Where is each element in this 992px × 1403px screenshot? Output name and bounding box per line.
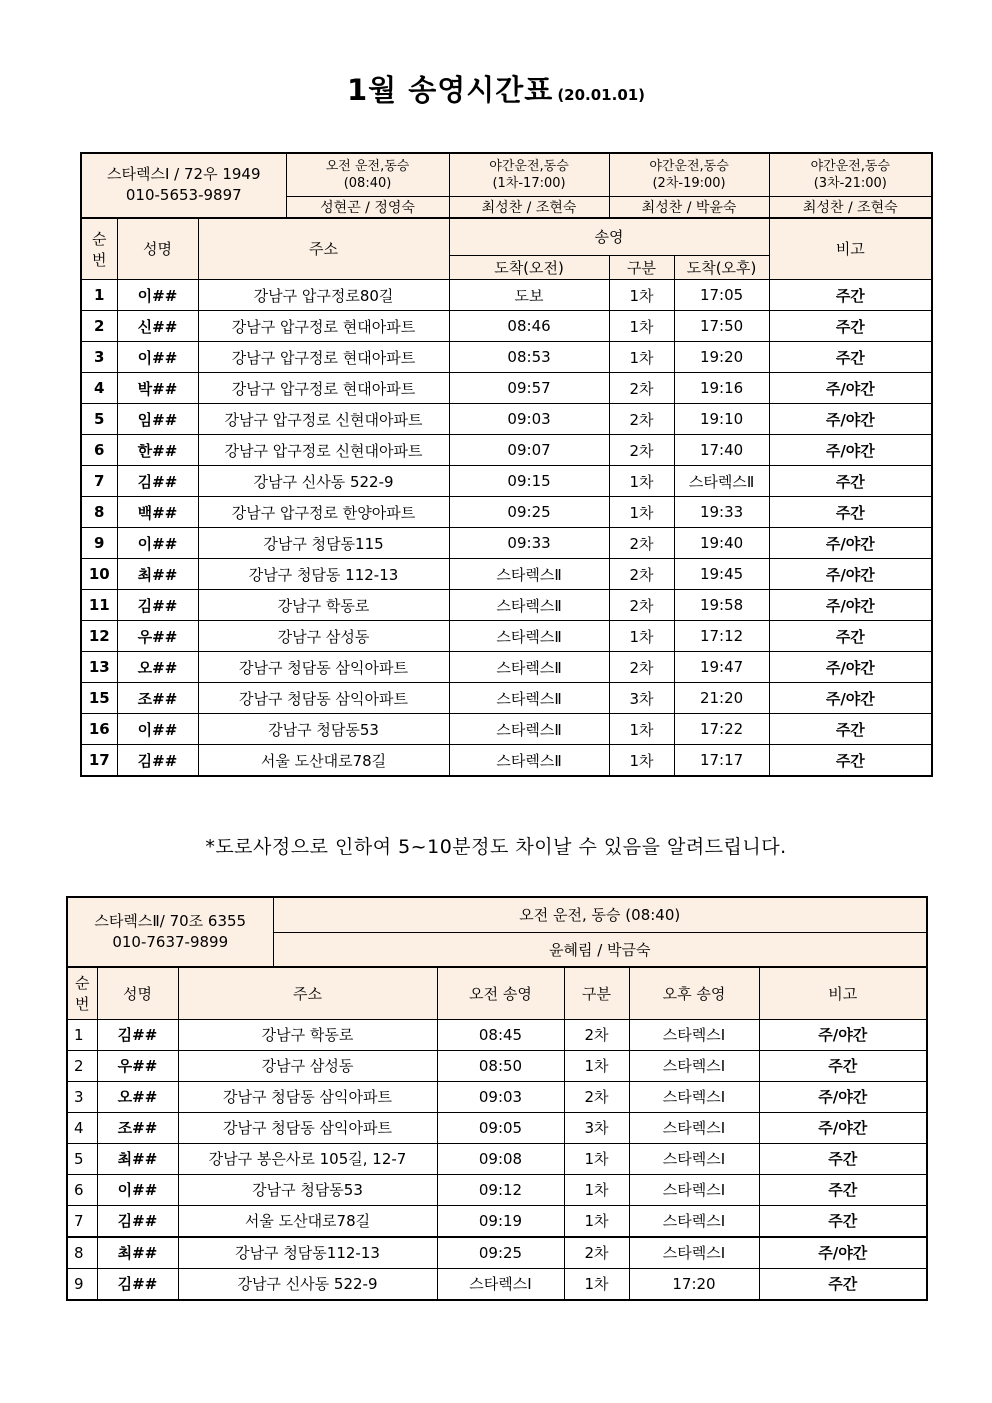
cell-arrival-am: 스타렉스Ⅱ [449, 714, 609, 745]
cell-division: 2차 [609, 373, 674, 404]
title-date: (20.01.01) [557, 86, 646, 104]
vehicle-info [81, 153, 286, 218]
cell-name: 우## [117, 621, 198, 652]
col-header-name: 성명 [117, 218, 198, 280]
cell-address: 강남구 삼성동 [198, 621, 449, 652]
cell-no: 8 [81, 497, 117, 528]
cell-arrival-am: 스타렉스Ⅱ [449, 745, 609, 777]
header-text: 번 [75, 995, 90, 1014]
header-text: 순 [92, 229, 107, 248]
table-body [67, 1019, 927, 1300]
cell-arrival-pm: 21:20 [674, 683, 769, 714]
table-row [67, 1268, 927, 1300]
cell-address: 강남구 압구정로80길 [198, 280, 449, 311]
cell-am-transport: 스타렉스Ⅰ [437, 1268, 564, 1300]
table-row [81, 280, 932, 311]
cell-name: 김## [117, 590, 198, 621]
cell-note: 주/야간 [769, 683, 932, 714]
cell-note: 주/야간 [769, 373, 932, 404]
cell-am-transport: 09:19 [437, 1205, 564, 1237]
cell-division: 3차 [564, 1112, 629, 1143]
table-row [81, 745, 932, 777]
cell-pm-transport: 스타렉스Ⅰ [629, 1237, 759, 1269]
cell-arrival-am: 08:53 [449, 342, 609, 373]
cell-no: 12 [81, 621, 117, 652]
cell-arrival-am: 스타렉스Ⅱ [449, 652, 609, 683]
cell-note: 주간 [759, 1143, 927, 1174]
table-row [81, 342, 932, 373]
cell-am-transport: 09:12 [437, 1174, 564, 1205]
cell-name: 김## [97, 1268, 178, 1300]
cell-no: 6 [67, 1174, 97, 1205]
cell-am-transport: 09:08 [437, 1143, 564, 1174]
cell-division: 1차 [609, 280, 674, 311]
cell-address: 강남구 봉은사로 105길, 12-7 [178, 1143, 437, 1174]
cell-note: 주간 [769, 621, 932, 652]
col-header-name: 성명 [97, 967, 178, 1019]
cell-arrival-pm: 17:22 [674, 714, 769, 745]
col-header-no [81, 218, 117, 280]
table-row [67, 1205, 927, 1237]
cell-division: 2차 [609, 528, 674, 559]
cell-name: 조## [97, 1112, 178, 1143]
cell-division: 2차 [609, 652, 674, 683]
cell-arrival-am: 09:33 [449, 528, 609, 559]
cell-note: 주간 [769, 342, 932, 373]
cell-name: 조## [117, 683, 198, 714]
cell-arrival-am: 스타렉스Ⅱ [449, 590, 609, 621]
cell-pm-transport: 스타렉스Ⅰ [629, 1205, 759, 1237]
table-row [81, 311, 932, 342]
cell-no: 2 [81, 311, 117, 342]
cell-no: 7 [67, 1205, 97, 1237]
table-row [67, 1237, 927, 1269]
shift-header [449, 153, 609, 196]
cell-division: 1차 [609, 621, 674, 652]
table-row [81, 528, 932, 559]
cell-no: 1 [81, 280, 117, 311]
cell-name: 이## [117, 280, 198, 311]
shift-header [769, 153, 932, 196]
cell-note: 주간 [769, 280, 932, 311]
cell-no: 4 [67, 1112, 97, 1143]
cell-division: 1차 [564, 1205, 629, 1237]
cell-no: 3 [81, 342, 117, 373]
cell-division: 3차 [609, 683, 674, 714]
cell-arrival-am: 스타렉스Ⅱ [449, 559, 609, 590]
cell-division: 1차 [609, 342, 674, 373]
shift-label: 야간운전,동승 [489, 158, 569, 174]
table-row [67, 1081, 927, 1112]
cell-name: 오## [97, 1081, 178, 1112]
shift-time: (08:40) [343, 175, 392, 191]
cell-no: 16 [81, 714, 117, 745]
cell-name: 최## [117, 559, 198, 590]
cell-address: 강남구 청담동 삼익아파트 [198, 652, 449, 683]
cell-note: 주/야간 [769, 559, 932, 590]
cell-name: 최## [97, 1143, 178, 1174]
cell-note: 주간 [759, 1050, 927, 1081]
cell-arrival-am: 09:15 [449, 466, 609, 497]
shift-staff: 최성찬 / 조현숙 [769, 196, 932, 218]
cell-am-transport: 09:25 [437, 1237, 564, 1269]
cell-name: 김## [97, 1205, 178, 1237]
cell-division: 1차 [609, 497, 674, 528]
cell-no: 8 [67, 1237, 97, 1269]
cell-address: 강남구 학동로 [178, 1019, 437, 1050]
shift-staff: 최성찬 / 박윤숙 [609, 196, 769, 218]
cell-division: 1차 [564, 1174, 629, 1205]
cell-division: 1차 [609, 714, 674, 745]
cell-arrival-pm: 17:40 [674, 435, 769, 466]
cell-note: 주간 [769, 714, 932, 745]
col-header-address: 주소 [198, 218, 449, 280]
cell-name: 김## [117, 745, 198, 777]
cell-no: 4 [81, 373, 117, 404]
shift-staff: 성현곤 / 정영숙 [286, 196, 449, 218]
col-header-am-transport: 오전 송영 [437, 967, 564, 1019]
table-row [81, 373, 932, 404]
cell-address: 강남구 압구정로 현대아파트 [198, 373, 449, 404]
cell-name: 이## [97, 1174, 178, 1205]
table-row [67, 1112, 927, 1143]
cell-address: 강남구 압구정로 신현대아파트 [198, 435, 449, 466]
cell-name: 신## [117, 311, 198, 342]
cell-division: 1차 [564, 1143, 629, 1174]
table-row [81, 652, 932, 683]
cell-note: 주/야간 [759, 1112, 927, 1143]
cell-division: 2차 [609, 435, 674, 466]
cell-division: 1차 [609, 466, 674, 497]
cell-name: 이## [117, 342, 198, 373]
cell-no: 5 [81, 404, 117, 435]
col-header-division: 구분 [564, 967, 629, 1019]
cell-arrival-pm: 19:47 [674, 652, 769, 683]
schedule-table-vehicle-2 [66, 896, 928, 1301]
cell-arrival-am: 09:57 [449, 373, 609, 404]
cell-note: 주/야간 [769, 528, 932, 559]
cell-arrival-pm: 17:50 [674, 311, 769, 342]
cell-arrival-am: 08:46 [449, 311, 609, 342]
shift-header [609, 153, 769, 196]
cell-pm-transport: 스타렉스Ⅰ [629, 1174, 759, 1205]
cell-name: 김## [97, 1019, 178, 1050]
cell-no: 1 [67, 1019, 97, 1050]
shift-staff: 윤혜림 / 박금숙 [273, 932, 927, 967]
title-main: 1월 송영시간표 [346, 73, 554, 107]
cell-note: 주/야간 [759, 1019, 927, 1050]
cell-address: 강남구 압구정로 현대아파트 [198, 311, 449, 342]
cell-arrival-pm: 19:33 [674, 497, 769, 528]
cell-division: 1차 [609, 745, 674, 777]
cell-address: 강남구 압구정로 신현대아파트 [198, 404, 449, 435]
cell-pm-transport: 17:20 [629, 1268, 759, 1300]
vehicle-name: 스타렉스Ⅱ/ 70조 6355 [94, 912, 247, 930]
cell-arrival-pm: 19:20 [674, 342, 769, 373]
col-header-division: 구분 [609, 256, 674, 280]
cell-am-transport: 08:50 [437, 1050, 564, 1081]
col-header-note: 비고 [759, 967, 927, 1019]
table-row [67, 1174, 927, 1205]
vehicle-name: 스타렉스Ⅰ / 72우 1949 [107, 165, 261, 184]
shift-label: 오전 운전,동승 [325, 158, 410, 174]
cell-pm-transport: 스타렉스Ⅰ [629, 1112, 759, 1143]
cell-arrival-pm: 스타렉스Ⅱ [674, 466, 769, 497]
cell-arrival-pm: 17:12 [674, 621, 769, 652]
table-row [81, 559, 932, 590]
cell-arrival-am: 스타렉스Ⅱ [449, 683, 609, 714]
cell-arrival-am: 09:03 [449, 404, 609, 435]
col-header-address: 주소 [178, 967, 437, 1019]
cell-note: 주/야간 [769, 652, 932, 683]
cell-division: 2차 [564, 1237, 629, 1269]
cell-address: 강남구 청담동112-13 [178, 1237, 437, 1269]
cell-address: 강남구 학동로 [198, 590, 449, 621]
cell-arrival-pm: 19:45 [674, 559, 769, 590]
cell-division: 2차 [609, 590, 674, 621]
cell-note: 주간 [769, 497, 932, 528]
cell-division: 1차 [564, 1050, 629, 1081]
cell-note: 주/야간 [759, 1081, 927, 1112]
col-header-transport: 송영 [449, 218, 769, 256]
cell-address: 강남구 압구정로 한양아파트 [198, 497, 449, 528]
header-text: 순 [75, 974, 90, 993]
schedule-table-vehicle-1 [80, 152, 933, 777]
vehicle-phone: 010-7637-9899 [112, 933, 229, 951]
cell-address: 강남구 청담동 삼익아파트 [178, 1112, 437, 1143]
col-header-pm-transport: 오후 송영 [629, 967, 759, 1019]
cell-no: 9 [81, 528, 117, 559]
cell-address: 강남구 신사동 522-9 [198, 466, 449, 497]
cell-address: 강남구 청담동 삼익아파트 [198, 683, 449, 714]
shift-header: 오전 운전, 동승 (08:40) [273, 897, 927, 932]
cell-note: 주간 [769, 466, 932, 497]
table-row [81, 497, 932, 528]
cell-note: 주간 [759, 1174, 927, 1205]
shift-label: 야간운전,동승 [649, 158, 729, 174]
table-row [81, 621, 932, 652]
cell-name: 백## [117, 497, 198, 528]
cell-arrival-pm: 19:10 [674, 404, 769, 435]
cell-name: 김## [117, 466, 198, 497]
cell-address: 강남구 청담동115 [198, 528, 449, 559]
cell-arrival-am: 09:25 [449, 497, 609, 528]
shift-label: 야간운전,동승 [810, 158, 891, 174]
cell-name: 최## [97, 1237, 178, 1269]
cell-arrival-pm: 19:16 [674, 373, 769, 404]
cell-arrival-pm: 17:05 [674, 280, 769, 311]
cell-note: 주/야간 [769, 590, 932, 621]
shift-time: (1차-17:00) [492, 175, 566, 191]
cell-no: 15 [81, 683, 117, 714]
cell-address: 서울 도산대로78길 [198, 745, 449, 777]
cell-address: 강남구 삼성동 [178, 1050, 437, 1081]
table-row [81, 590, 932, 621]
cell-address: 강남구 압구정로 현대아파트 [198, 342, 449, 373]
cell-pm-transport: 스타렉스Ⅰ [629, 1081, 759, 1112]
cell-name: 오## [117, 652, 198, 683]
col-header-arrival-am: 도착(오전) [449, 256, 609, 280]
table-row [81, 435, 932, 466]
table-row [67, 1019, 927, 1050]
cell-arrival-am: 스타렉스Ⅱ [449, 621, 609, 652]
cell-note: 주/야간 [769, 404, 932, 435]
cell-no: 11 [81, 590, 117, 621]
cell-pm-transport: 스타렉스Ⅰ [629, 1143, 759, 1174]
cell-division: 2차 [609, 559, 674, 590]
cell-no: 6 [81, 435, 117, 466]
cell-name: 한## [117, 435, 198, 466]
cell-note: 주간 [759, 1205, 927, 1237]
cell-pm-transport: 스타렉스Ⅰ [629, 1050, 759, 1081]
cell-no: 9 [67, 1268, 97, 1300]
cell-address: 서울 도산대로78길 [178, 1205, 437, 1237]
cell-note: 주간 [759, 1268, 927, 1300]
shift-time: (3차-21:00) [813, 175, 887, 191]
cell-arrival-am: 도보 [449, 280, 609, 311]
cell-no: 10 [81, 559, 117, 590]
cell-name: 우## [97, 1050, 178, 1081]
cell-address: 강남구 청담동53 [178, 1174, 437, 1205]
header-text: 번 [92, 250, 107, 269]
cell-address: 강남구 청담동 112-13 [198, 559, 449, 590]
cell-arrival-pm: 17:17 [674, 745, 769, 777]
cell-note: 주/야간 [769, 435, 932, 466]
shift-staff: 최성찬 / 조현숙 [449, 196, 609, 218]
cell-arrival-am: 09:07 [449, 435, 609, 466]
table-row [81, 466, 932, 497]
cell-arrival-pm: 19:40 [674, 528, 769, 559]
cell-address: 강남구 신사동 522-9 [178, 1268, 437, 1300]
table-row [81, 714, 932, 745]
delay-notice: *도로사정으로 인하여 5~10분정도 차이날 수 있음을 알려드립니다. [205, 836, 787, 858]
cell-no: 2 [67, 1050, 97, 1081]
cell-arrival-pm: 19:58 [674, 590, 769, 621]
cell-division: 2차 [609, 404, 674, 435]
cell-division: 1차 [609, 311, 674, 342]
cell-note: 주/야간 [759, 1237, 927, 1269]
cell-division: 2차 [564, 1081, 629, 1112]
cell-address: 강남구 청담동53 [198, 714, 449, 745]
cell-division: 2차 [564, 1019, 629, 1050]
page-title [0, 68, 992, 109]
table-row [67, 1050, 927, 1081]
table-row [81, 404, 932, 435]
cell-name: 이## [117, 714, 198, 745]
shift-time: (2차-19:00) [652, 175, 726, 191]
cell-no: 17 [81, 745, 117, 777]
cell-note: 주간 [769, 311, 932, 342]
cell-am-transport: 08:45 [437, 1019, 564, 1050]
cell-name: 임## [117, 404, 198, 435]
vehicle-info [67, 897, 273, 967]
shift-header [286, 153, 449, 196]
cell-division: 1차 [564, 1268, 629, 1300]
vehicle-phone: 010-5653-9897 [125, 186, 242, 205]
cell-no: 7 [81, 466, 117, 497]
cell-pm-transport: 스타렉스Ⅰ [629, 1019, 759, 1050]
cell-name: 박## [117, 373, 198, 404]
cell-no: 13 [81, 652, 117, 683]
cell-am-transport: 09:03 [437, 1081, 564, 1112]
table-row [67, 1143, 927, 1174]
col-header-arrival-pm: 도착(오후) [674, 256, 769, 280]
cell-am-transport: 09:05 [437, 1112, 564, 1143]
table-row [81, 683, 932, 714]
col-header-no [67, 967, 97, 1019]
col-header-note: 비고 [769, 218, 932, 280]
cell-note: 주간 [769, 745, 932, 777]
cell-no: 5 [67, 1143, 97, 1174]
table-body [81, 280, 932, 777]
cell-no: 3 [67, 1081, 97, 1112]
cell-address: 강남구 청담동 삼익아파트 [178, 1081, 437, 1112]
cell-name: 이## [117, 528, 198, 559]
